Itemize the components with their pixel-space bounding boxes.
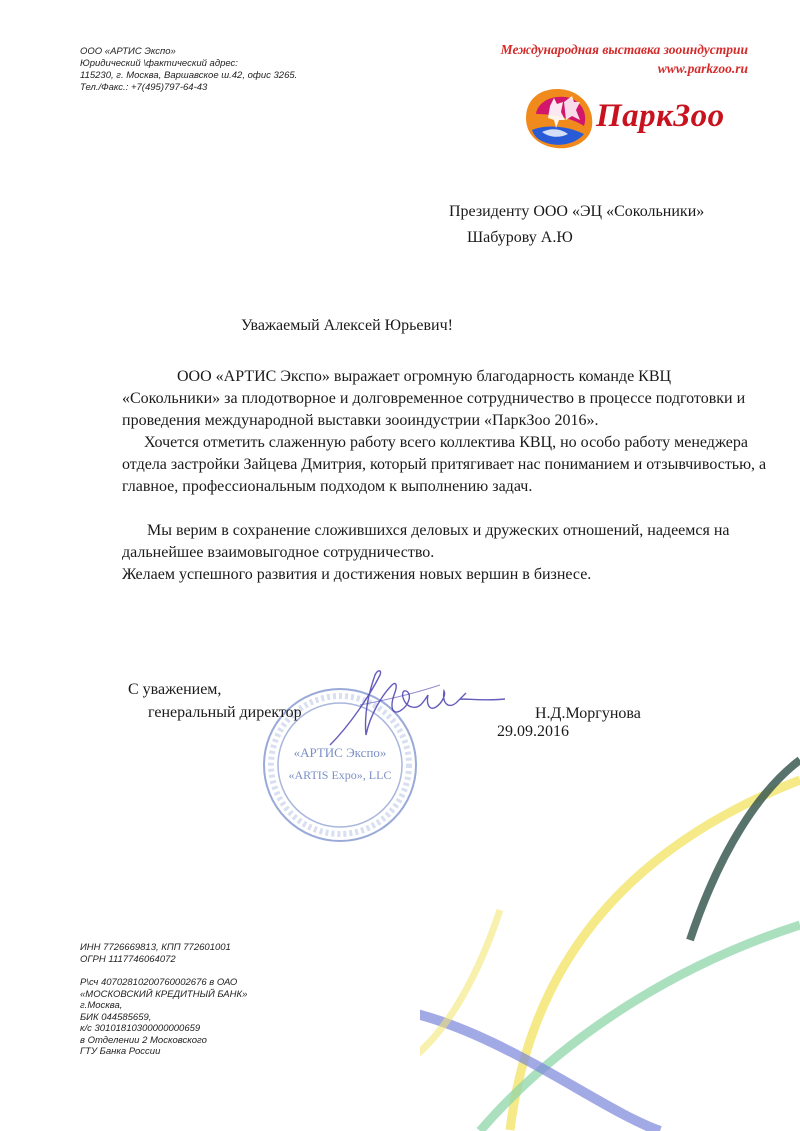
body-paragraph-4: Желаем успешного развития и достижения новых вершин в бизнесе. [122,566,592,583]
sender-name: ООО «АРТИС Экспо» [80,46,176,57]
decorative-ribbons [420,730,800,1131]
footer-branch: в Отделении 2 Московского [80,1034,207,1046]
footer-ogrn: ОГРН 1117746064072 [80,953,176,965]
sender-address-label: Юридический \фактический адрес: [80,58,238,69]
body-paragraph-1: ООО «АРТИС Экспо» выражает огромную благодарность команде КВЦ «Сокольники» за плодотворное и долговременное сотрудничество в процессе подготовки и проведения международной выставки зооиндустрии «ПаркЗоо 2016». [122,368,746,429]
footer-bik: БИК 044585659, [80,1011,152,1023]
footer-city: г.Москва, [80,1000,123,1011]
letter-body [122,366,772,586]
brand-tagline: Международная выставка зооиндустрии [500,42,748,57]
brand-logo-text: ПаркЗоо [596,98,725,134]
addressee-title: Президенту ООО «ЭЦ «Сокольники» [449,203,705,220]
letter-date: 29.09.2016 [497,723,569,740]
closing-position: генеральный директор [148,704,302,721]
brand-website: www.parkzoo.ru [657,61,748,76]
sender-phone: Тел./Факс.: +7(495)797-64-43 [80,82,208,93]
body-paragraph-3: Мы верим в сохранение сложившихся деловых и дружеских отношений, надеемся на дальнейшее взаимовыгодное сотрудничество. [122,522,730,561]
sender-block [80,46,297,94]
stamp-line-2: «ARTIS Expo», LLC [288,768,392,782]
addressee-name: Шабурову А.Ю [467,229,573,246]
footer-gtu: ГТУ Банка России [80,1046,161,1057]
body-paragraph-2: Хочется отметить слаженную работу всего коллектива КВЦ, но особо работу менеджера отдела застройки Зайцева Дмитрия, который притягивает нас пониманием и отзывчивостью, а главное, профессиональным подходом к выполнению задач. [122,434,767,495]
sender-address: 115230, г. Москва, Варшавское ш.42, офис 3265. [80,70,298,81]
greeting: Уважаемый Алексей Юрьевич! [241,317,453,334]
stamp-line-1: «АРТИС Экспо» [293,745,387,760]
footer-bank: «МОСКОВСКИЙ КРЕДИТНЫЙ БАНК» [80,988,248,1000]
bank-details [80,942,247,1058]
footer-account: Р\сч 40702810200760002676 в ОАО [80,977,238,988]
closing-regards: С уважением, [128,681,222,698]
footer-ks: к/с 30101810300000000659 [80,1023,201,1034]
addressee-block [449,199,704,251]
footer-inn: ИНН 7726669813, КПП 772601001 [80,942,231,953]
brand-tagline-block [501,40,748,78]
signer-name: Н.Д.Моргунова [535,705,641,722]
